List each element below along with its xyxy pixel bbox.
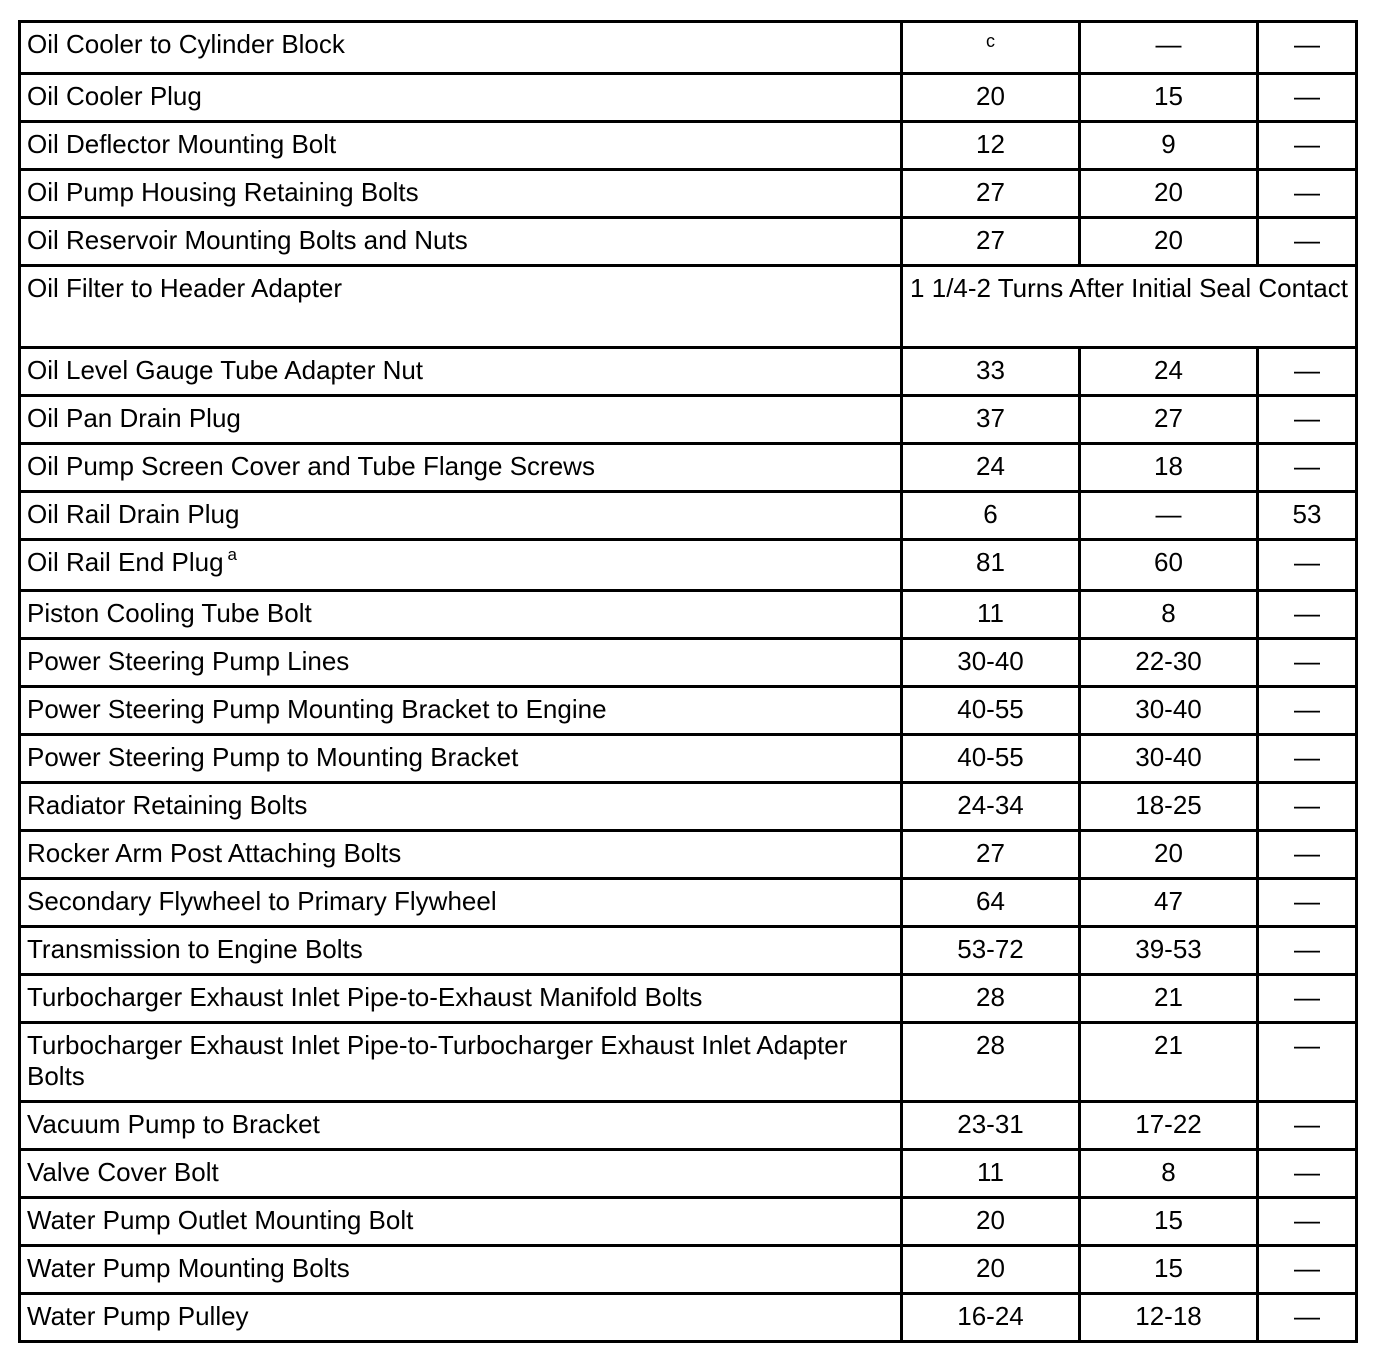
- component-cell: [20, 170, 902, 218]
- value-text: 8: [1161, 598, 1176, 628]
- inch-value-cell: [1258, 1246, 1357, 1294]
- value-text: 20: [1154, 225, 1183, 255]
- component-name: Oil Filter to Header Adapter: [27, 273, 343, 303]
- value-text: —: [1294, 742, 1320, 772]
- value-text: —: [1294, 694, 1320, 724]
- value-text: 6: [983, 499, 998, 529]
- table-row: [20, 122, 1357, 170]
- value-text: 53: [1292, 499, 1322, 529]
- component-name: Power Steering Pump Lines: [27, 646, 350, 676]
- inch-value-cell: [1258, 492, 1357, 540]
- table-row: [20, 540, 1357, 591]
- value-text: 64: [976, 886, 1005, 916]
- table-row: [20, 1102, 1357, 1150]
- table-row: [20, 1294, 1357, 1342]
- value-text: —: [1155, 29, 1182, 59]
- table-row: [20, 74, 1357, 122]
- value-text: 17-22: [1135, 1109, 1202, 1139]
- english-value-cell: [1080, 1150, 1258, 1198]
- value-text: —: [1294, 451, 1320, 481]
- inch-value-cell: [1258, 170, 1357, 218]
- component-name: Oil Pump Screen Cover and Tube Flange Screws: [27, 451, 595, 481]
- value-text: 12: [976, 129, 1005, 159]
- value-text: 37: [976, 403, 1005, 433]
- english-value-cell: [1080, 831, 1258, 879]
- metric-value-cell: [902, 396, 1080, 444]
- table-row: [20, 444, 1357, 492]
- component-cell: [20, 444, 902, 492]
- component-name: Water Pump Outlet Mounting Bolt: [27, 1205, 414, 1235]
- inch-value-cell: [1258, 687, 1357, 735]
- value-text: 40-55: [957, 742, 1024, 772]
- value-text: 33: [976, 355, 1005, 385]
- table-row: [20, 266, 1357, 348]
- component-cell: [20, 1023, 902, 1102]
- component-name: Oil Rail End Plug: [27, 547, 224, 577]
- english-value-cell: [1080, 879, 1258, 927]
- value-text: 30-40: [957, 646, 1024, 676]
- value-text: 15: [1154, 1253, 1183, 1283]
- value-text: 24: [976, 451, 1005, 481]
- english-value-cell: [1080, 735, 1258, 783]
- value-text: —: [1294, 1301, 1320, 1331]
- value-text: 27: [976, 177, 1005, 207]
- inch-value-cell: [1258, 348, 1357, 396]
- table-row: [20, 687, 1357, 735]
- inch-value-cell: [1258, 444, 1357, 492]
- metric-value-cell: [902, 348, 1080, 396]
- metric-value-cell: [902, 1198, 1080, 1246]
- table-row: [20, 879, 1357, 927]
- inch-value-cell: [1258, 122, 1357, 170]
- component-cell: [20, 266, 902, 348]
- metric-value-cell: [902, 591, 1080, 639]
- component-cell: [20, 831, 902, 879]
- table-row: [20, 1150, 1357, 1198]
- component-name: Rocker Arm Post Attaching Bolts: [27, 838, 402, 868]
- value-text: —: [1294, 177, 1320, 207]
- english-value-cell: [1080, 22, 1258, 74]
- component-name: Oil Pan Drain Plug: [27, 403, 241, 433]
- table-row: [20, 218, 1357, 266]
- component-cell: [20, 492, 902, 540]
- value-text: —: [1294, 403, 1320, 433]
- value-text: 20: [1154, 838, 1183, 868]
- english-value-cell: [1080, 1102, 1258, 1150]
- table-row: [20, 639, 1357, 687]
- component-name: Transmission to Engine Bolts: [27, 934, 363, 964]
- english-value-cell: [1080, 1294, 1258, 1342]
- value-text: 11: [977, 598, 1004, 628]
- table-row: [20, 975, 1357, 1023]
- value-text: 8: [1161, 1157, 1176, 1187]
- value-text: —: [1294, 1030, 1320, 1060]
- inch-value-cell: [1258, 1023, 1357, 1102]
- inch-value-cell: [1258, 975, 1357, 1023]
- component-name: Valve Cover Bolt: [27, 1157, 219, 1187]
- metric-value-cell: [902, 1246, 1080, 1294]
- value-text: —: [1294, 646, 1320, 676]
- component-cell: [20, 591, 902, 639]
- value-text: 30-40: [1135, 694, 1202, 724]
- inch-value-cell: [1258, 1150, 1357, 1198]
- metric-value-cell: [902, 1023, 1080, 1102]
- table-row: [20, 396, 1357, 444]
- metric-value-cell: [902, 1102, 1080, 1150]
- value-text: —: [1294, 598, 1320, 628]
- table-row: [20, 927, 1357, 975]
- component-cell: [20, 218, 902, 266]
- english-value-cell: [1080, 348, 1258, 396]
- table-row: [20, 1246, 1357, 1294]
- metric-value-cell: [902, 122, 1080, 170]
- metric-value-cell: [902, 879, 1080, 927]
- value-text: 15: [1154, 81, 1183, 111]
- value-text: 18-25: [1135, 790, 1202, 820]
- value-text: 27: [976, 838, 1005, 868]
- metric-value-cell: [902, 927, 1080, 975]
- footnote-marker: a: [227, 545, 238, 564]
- english-value-cell: [1080, 1023, 1258, 1102]
- metric-value-cell: [902, 783, 1080, 831]
- inch-value-cell: [1258, 879, 1357, 927]
- value-text: 24: [1154, 355, 1183, 385]
- component-name: Oil Pump Housing Retaining Bolts: [27, 177, 419, 207]
- component-name: Secondary Flywheel to Primary Flywheel: [27, 886, 497, 916]
- component-name: Oil Deflector Mounting Bolt: [27, 129, 337, 159]
- value-text: 47: [1154, 886, 1183, 916]
- component-name: Power Steering Pump Mounting Bracket to Engine: [27, 694, 607, 724]
- value-text: —: [1294, 81, 1320, 111]
- component-cell: [20, 74, 902, 122]
- metric-value-cell: [902, 170, 1080, 218]
- inch-value-cell: [1258, 1102, 1357, 1150]
- component-name: Piston Cooling Tube Bolt: [27, 598, 312, 628]
- english-value-cell: [1080, 170, 1258, 218]
- value-text: 40-55: [957, 694, 1024, 724]
- value-text: 20: [1154, 177, 1183, 207]
- value-text: —: [1155, 499, 1182, 529]
- inch-value-cell: [1258, 396, 1357, 444]
- value-text: 23-31: [957, 1109, 1024, 1139]
- component-cell: [20, 687, 902, 735]
- metric-value-cell: [902, 74, 1080, 122]
- component-cell: [20, 927, 902, 975]
- component-cell: [20, 1198, 902, 1246]
- torque-instruction-cell: 1 1/4-2 Turns After Initial Seal Contact: [902, 266, 1357, 348]
- component-name: Oil Cooler Plug: [27, 81, 202, 111]
- value-text: 39-53: [1135, 934, 1202, 964]
- value-text: 11: [977, 1157, 1004, 1187]
- value-text: 28: [976, 1030, 1005, 1060]
- component-cell: [20, 1246, 902, 1294]
- value-text: 12-18: [1135, 1301, 1202, 1331]
- english-value-cell: [1080, 540, 1258, 591]
- value-text: 22-30: [1135, 646, 1202, 676]
- metric-value-cell: [902, 639, 1080, 687]
- component-cell: [20, 879, 902, 927]
- value-text: 15: [1154, 1205, 1183, 1235]
- inch-value-cell: [1258, 783, 1357, 831]
- metric-value-cell: [902, 1150, 1080, 1198]
- value-text: 53-72: [957, 934, 1024, 964]
- component-cell: [20, 122, 902, 170]
- value-text: —: [1294, 547, 1320, 577]
- value-text: 30-40: [1135, 742, 1202, 772]
- value-text: 27: [976, 225, 1005, 255]
- metric-value-cell: [902, 1294, 1080, 1342]
- value-text: —: [1294, 1253, 1320, 1283]
- inch-value-cell: [1258, 927, 1357, 975]
- value-text: 24-34: [957, 790, 1024, 820]
- value-text: 16-24: [957, 1301, 1024, 1331]
- english-value-cell: [1080, 639, 1258, 687]
- english-value-cell: [1080, 591, 1258, 639]
- metric-value-cell: [902, 218, 1080, 266]
- table-row: [20, 22, 1357, 74]
- table-row: [20, 1023, 1357, 1102]
- metric-value-cell: [902, 444, 1080, 492]
- metric-value-cell: [902, 687, 1080, 735]
- english-value-cell: [1080, 444, 1258, 492]
- inch-value-cell: [1258, 218, 1357, 266]
- value-text: 28: [976, 982, 1005, 1012]
- inch-value-cell: [1258, 74, 1357, 122]
- value-text: 20: [976, 1253, 1005, 1283]
- inch-value-cell: [1258, 1198, 1357, 1246]
- english-value-cell: [1080, 122, 1258, 170]
- torque-spec-table: [18, 20, 1358, 1343]
- component-name: Oil Reservoir Mounting Bolts and Nuts: [27, 225, 468, 255]
- value-text: —: [1294, 1205, 1320, 1235]
- english-value-cell: [1080, 74, 1258, 122]
- value-text: —: [1294, 982, 1320, 1012]
- component-name: Oil Cooler to Cylinder Block: [27, 29, 345, 59]
- value-text: 20: [976, 1205, 1005, 1235]
- value-text: 21: [1154, 982, 1183, 1012]
- inch-value-cell: [1258, 735, 1357, 783]
- table-row: [20, 735, 1357, 783]
- value-text: 9: [1161, 129, 1176, 159]
- component-name: Power Steering Pump to Mounting Bracket: [27, 742, 519, 772]
- value-text: —: [1294, 1109, 1320, 1139]
- english-value-cell: [1080, 218, 1258, 266]
- english-value-cell: [1080, 1246, 1258, 1294]
- component-cell: [20, 1150, 902, 1198]
- table-body: [20, 22, 1357, 1342]
- value-text: —: [1294, 934, 1320, 964]
- english-value-cell: [1080, 783, 1258, 831]
- value-text: 21: [1154, 1030, 1183, 1060]
- table-row: [20, 1198, 1357, 1246]
- value-text: 18: [1154, 451, 1183, 481]
- value-text: —: [1294, 790, 1320, 820]
- component-cell: [20, 396, 902, 444]
- inch-value-cell: [1258, 831, 1357, 879]
- component-name: Vacuum Pump to Bracket: [27, 1109, 320, 1139]
- component-cell: [20, 783, 902, 831]
- value-text: 20: [976, 81, 1005, 111]
- metric-value-cell: [902, 540, 1080, 591]
- table-row: [20, 831, 1357, 879]
- inch-value-cell: [1258, 22, 1357, 74]
- value-text: —: [1294, 129, 1320, 159]
- value-text: —: [1294, 838, 1320, 868]
- english-value-cell: [1080, 927, 1258, 975]
- inch-value-cell: [1258, 540, 1357, 591]
- component-name: Turbocharger Exhaust Inlet Pipe-to-Exhaust Manifold Bolts: [27, 982, 703, 1012]
- value-text: —: [1294, 886, 1320, 916]
- value-text: —: [1294, 355, 1320, 385]
- component-cell: [20, 540, 902, 591]
- metric-value-cell: [902, 492, 1080, 540]
- component-name: Oil Rail Drain Plug: [27, 499, 240, 529]
- component-name: Water Pump Pulley: [27, 1301, 249, 1331]
- table-row: [20, 492, 1357, 540]
- component-name: Water Pump Mounting Bolts: [27, 1253, 350, 1283]
- metric-value-cell: [902, 831, 1080, 879]
- value-text: 27: [1154, 403, 1183, 433]
- component-cell: [20, 22, 902, 74]
- component-cell: [20, 735, 902, 783]
- english-value-cell: [1080, 975, 1258, 1023]
- english-value-cell: [1080, 492, 1258, 540]
- component-name: Radiator Retaining Bolts: [27, 790, 308, 820]
- metric-value-cell: [902, 735, 1080, 783]
- component-name: Turbocharger Exhaust Inlet Pipe-to-Turbocharger Exhaust Inlet Adapter Bolts: [27, 1030, 848, 1091]
- table-row: [20, 591, 1357, 639]
- component-cell: [20, 639, 902, 687]
- value-text: —: [1294, 225, 1320, 255]
- inch-value-cell: [1258, 1294, 1357, 1342]
- value-text: c: [986, 31, 995, 51]
- component-name: Oil Level Gauge Tube Adapter Nut: [27, 355, 424, 385]
- value-text: —: [1294, 29, 1320, 59]
- table-row: [20, 170, 1357, 218]
- metric-value-cell: [902, 22, 1080, 74]
- component-cell: [20, 975, 902, 1023]
- component-cell: [20, 348, 902, 396]
- english-value-cell: [1080, 1198, 1258, 1246]
- english-value-cell: [1080, 687, 1258, 735]
- inch-value-cell: [1258, 591, 1357, 639]
- value-text: —: [1294, 1157, 1320, 1187]
- component-cell: [20, 1294, 902, 1342]
- metric-value-cell: [902, 975, 1080, 1023]
- english-value-cell: [1080, 396, 1258, 444]
- table-row: [20, 783, 1357, 831]
- value-text: 81: [976, 547, 1005, 577]
- value-text: 60: [1154, 547, 1183, 577]
- table-row: [20, 348, 1357, 396]
- inch-value-cell: [1258, 639, 1357, 687]
- component-cell: [20, 1102, 902, 1150]
